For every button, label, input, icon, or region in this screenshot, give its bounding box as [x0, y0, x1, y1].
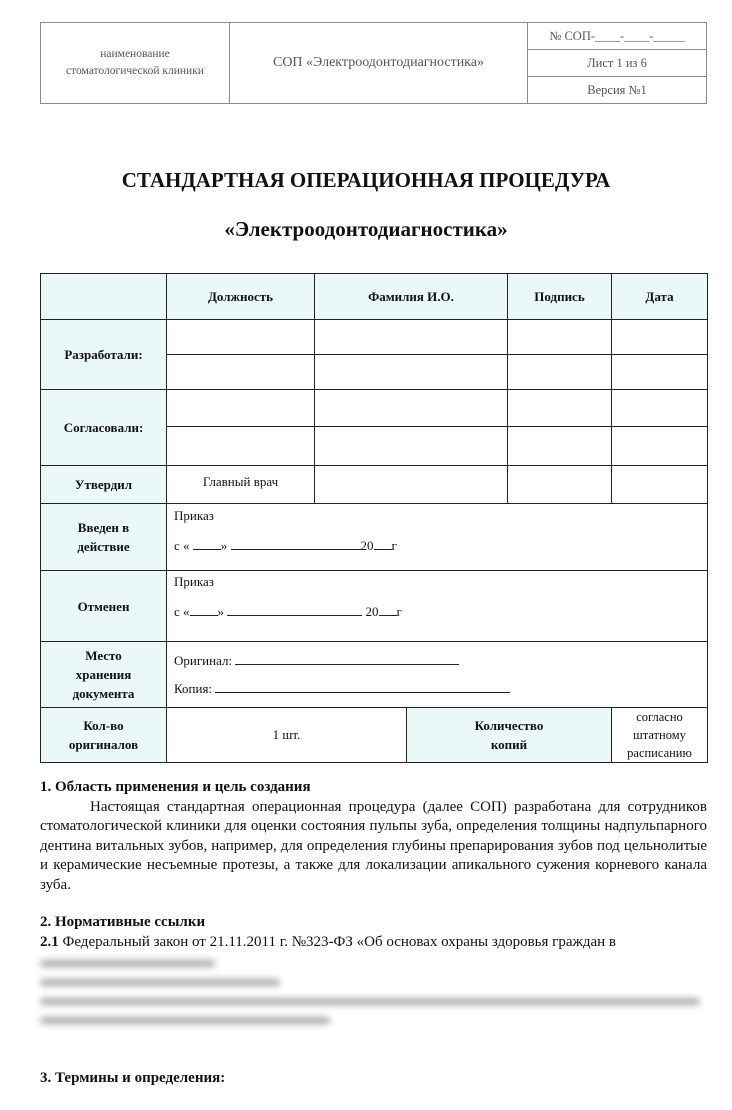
agreed-signature-2 — [508, 427, 612, 466]
section-1-heading: 1. Область применения и цель создания — [40, 779, 311, 795]
enacted-order-label: Приказ — [174, 508, 214, 523]
approved-position: Главный врач — [167, 466, 315, 504]
developed-label: Разработали: — [41, 320, 167, 390]
approved-label: Утвердил — [41, 466, 167, 504]
copies-count-label — [407, 708, 612, 763]
developed-name-1 — [315, 320, 508, 355]
section-2-item-1-text: Федеральный закон от 21.11.2011 г. №323-ФЗ «Об основах охраны здоровья граждан в — [62, 933, 616, 950]
agreed-name-1 — [315, 390, 508, 427]
cancelled-date-suffix: г — [396, 604, 402, 619]
enacted-label — [41, 504, 167, 571]
cancelled-date-year: 20 — [365, 604, 379, 619]
redacted-text-block — [40, 960, 710, 1036]
storage-label-line2: хранения — [75, 667, 132, 682]
originals-label-line2: оригиналов — [68, 737, 139, 752]
agreed-name-2 — [315, 427, 508, 466]
copy-label: Копия: — [174, 681, 213, 696]
agreed-position-1 — [167, 390, 315, 427]
section-3-heading: 3. Термины и определения: — [40, 1070, 226, 1086]
enacted-date-mid: » — [220, 538, 228, 553]
sop-number: № СОП-____-____-_____ — [528, 23, 707, 50]
section-1 — [40, 778, 707, 895]
approved-signature — [508, 466, 612, 504]
copies-label-line1: Количество — [474, 718, 544, 733]
enacted-label-line2: действие — [77, 539, 130, 554]
enacted-date-prefix: с « — [174, 538, 190, 553]
document-title: СТАНДАРТНАЯ ОПЕРАЦИОННАЯ ПРОЦЕДУРА — [121, 168, 611, 192]
header-blank-cell — [41, 274, 167, 320]
cancelled-order-label: Приказ — [174, 574, 214, 589]
version-number: Версия №1 — [528, 77, 707, 104]
enacted-date-year: 20 — [360, 538, 374, 553]
col-name-header: Фамилия И.О. — [315, 274, 508, 320]
section-3 — [40, 1069, 707, 1089]
approved-date — [612, 466, 708, 504]
storage-label — [41, 642, 167, 708]
copies-value-line2: расписанию — [627, 746, 692, 760]
storage-label-line1: Место — [85, 648, 122, 663]
copies-label-line2: копий — [490, 737, 528, 752]
col-signature-header: Подпись — [508, 274, 612, 320]
agreed-date-1 — [612, 390, 708, 427]
sheet-number: Лист 1 из 6 — [528, 50, 707, 77]
cancelled-date-mid: » — [217, 604, 225, 619]
originals-count-label — [41, 708, 167, 763]
originals-count-value: 1 шт. — [167, 708, 407, 763]
clinic-name-line2: стоматологической клиники — [66, 65, 204, 77]
enacted-order-cell — [167, 504, 708, 571]
developed-signature-2 — [508, 355, 612, 390]
agreed-label: Согласовали: — [41, 390, 167, 466]
developed-signature-1 — [508, 320, 612, 355]
section-2 — [40, 913, 707, 952]
agreed-date-2 — [612, 427, 708, 466]
developed-date-2 — [612, 355, 708, 390]
copies-value-line1: согласно штатному — [633, 710, 686, 742]
sop-title-cell: СОП «Электроодонтодиагностика» — [230, 23, 528, 104]
original-line — [174, 652, 707, 669]
copy-line — [174, 680, 707, 697]
storage-cell — [167, 642, 708, 708]
clinic-name-cell — [41, 23, 230, 104]
col-position-header: Должность — [167, 274, 315, 320]
developed-date-1 — [612, 320, 708, 355]
section-2-item-1 — [40, 933, 707, 953]
developed-name-2 — [315, 355, 508, 390]
original-label: Оригинал: — [174, 653, 233, 668]
section-1-text: Настоящая стандартная операционная процедура (далее СОП) разработана для сотрудников стоматологической клиники для оценки состояния пульпы зуба, определения толщины надпульпарного дентина витальных зубов, например, для определения глубины препарирования зубов под цельнолитые и керамические несъемные протезы, а также для локализации апикального сужения корневого канала зуба. — [40, 798, 707, 893]
developed-position-1 — [167, 320, 315, 355]
clinic-name-line1: наименование — [100, 48, 170, 60]
cancelled-order-cell — [167, 571, 708, 642]
section-2-item-1-number: 2.1 — [40, 933, 59, 950]
section-2-heading: 2. Нормативные ссылки — [40, 914, 206, 930]
enacted-date-line — [174, 537, 707, 554]
col-date-header: Дата — [612, 274, 708, 320]
agreed-position-2 — [167, 427, 315, 466]
enacted-date-suffix: г — [391, 538, 397, 553]
copies-count-value — [612, 708, 708, 763]
cancelled-label: Отменен — [41, 571, 167, 642]
approval-table — [40, 273, 708, 763]
originals-label-line1: Кол-во — [83, 718, 124, 733]
cancelled-date-line — [174, 603, 707, 620]
storage-label-line3: документа — [72, 686, 135, 701]
document-subtitle: «Электроодонтодиагностика» — [224, 217, 508, 241]
enacted-label-line1: Введен в — [77, 520, 130, 535]
document-header — [40, 22, 707, 104]
cancelled-date-prefix: с « — [174, 604, 190, 619]
developed-position-2 — [167, 355, 315, 390]
agreed-signature-1 — [508, 390, 612, 427]
approved-name — [315, 466, 508, 504]
